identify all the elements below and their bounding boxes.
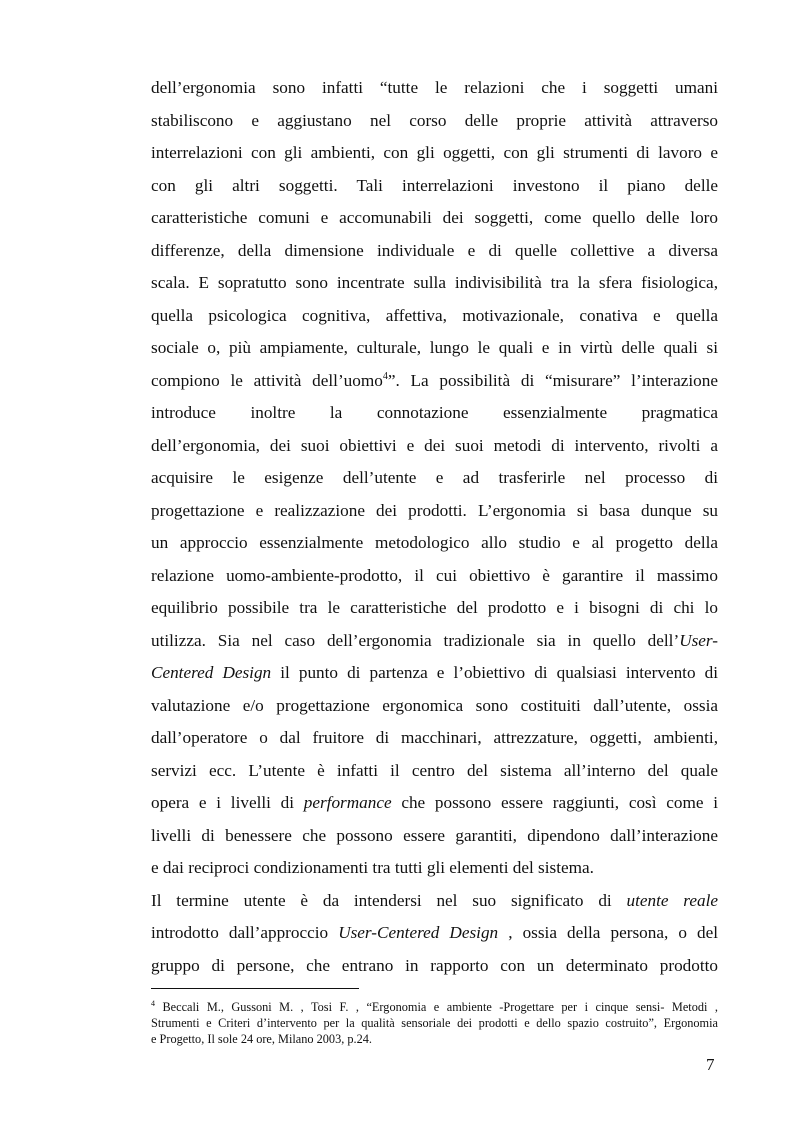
- text-line: Il termine utente è da intendersi nel suo significato di utente reale: [151, 891, 718, 910]
- text-line: acquisire le esigenze dell’utente e ad trasferirle nel processo di: [151, 468, 718, 487]
- text-line: valutazione e/o progettazione ergonomica sono costituiti dall’utente, ossia: [151, 696, 718, 715]
- text-line: progettazione e realizzazione dei prodotti. L’ergonomia si basa dunque su: [151, 501, 718, 520]
- text-line: e dai reciproci condizionamenti tra tutti gli elementi del sistema.: [151, 858, 594, 877]
- text-line: interrelazioni con gli ambienti, con gli oggetti, con gli strumenti di lavoro e: [151, 143, 718, 162]
- footnote-divider: [151, 988, 359, 989]
- text-line: equilibrio possibile tra le caratteristiche del prodotto e i bisogni di chi lo: [151, 598, 718, 617]
- text-line: dall’operatore o dal fruitore di macchinari, attrezzature, oggetti, ambienti,: [151, 728, 718, 747]
- text-line: relazione uomo-ambiente-prodotto, il cui obiettivo è garantire il massimo: [151, 566, 718, 585]
- page-number: 7: [706, 1055, 715, 1074]
- text-line: caratteristiche comuni e accomunabili dei soggetti, come quello delle loro: [151, 208, 718, 227]
- text-line: livelli di benessere che possono essere garantiti, dipendono dall’interazione: [151, 826, 718, 845]
- text-line: stabiliscono e aggiustano nel corso delle proprie attività attraverso: [151, 111, 718, 130]
- footnote-ref: 4: [382, 371, 388, 382]
- footnote-line: e Progetto, Il sole 24 ore, Milano 2003, p.24.: [151, 1032, 372, 1046]
- text-line: introdotto dall’approccio User-Centered Design , ossia della persona, o del: [151, 923, 718, 942]
- text-line: gruppo di persone, che entrano in rapporto con un determinato prodotto: [151, 956, 718, 975]
- text-line: dell’ergonomia, dei suoi obiettivi e dei suoi metodi di intervento, rivolti a: [151, 436, 718, 455]
- text-line: compiono le attività dell’uomo$^4$”. La possibilità di “misurare” l’interazione: [151, 371, 718, 390]
- text-line: opera e i livelli di performance che possono essere raggiunti, così come i: [151, 793, 719, 812]
- text-line: introduce inoltre la connotazione essenzialmente pragmatica: [151, 403, 718, 422]
- text-line: dell’ergonomia sono infatti “tutte le relazioni che i soggetti umani: [151, 78, 718, 97]
- text-line: un approccio essenzialmente metodologico allo studio e al progetto della: [151, 533, 718, 552]
- text-line: servizi ecc. L’utente è infatti il centro del sistema all’interno del quale: [151, 761, 718, 780]
- footnote-marker: 4: [151, 999, 155, 1008]
- text-line: differenze, della dimensione individuale e di quelle collettive a diversa: [151, 241, 718, 260]
- text-line: quella psicologica cognitiva, affettiva, motivazionale, conativa e quella: [151, 306, 718, 325]
- text-line: con gli altri soggetti. Tali interrelazioni investono il piano delle: [151, 176, 718, 195]
- text-line: Centered Design il punto di partenza e l’obiettivo di qualsiasi intervento di: [151, 663, 718, 682]
- text-line: scala. E sopratutto sono incentrate sulla indivisibilità tra la sfera fisiologica,: [151, 273, 718, 292]
- text-line: sociale o, più ampiamente, culturale, lungo le quali e in virtù delle quali si: [151, 338, 718, 357]
- footnote-line: Strumenti e Criteri d’intervento per la qualità sensoriale dei prodotti e dello spazio costruito”, Ergonomia: [151, 1016, 718, 1030]
- footnote-line: $^4$ Beccali M., Gussoni M. , Tosi F. , “Ergonomia e ambiente -Progettare per i cinque sensi- Metodi ,: [151, 999, 718, 1014]
- text-line: utilizza. Sia nel caso dell’ergonomia tradizionale sia in quello dell’User-: [151, 631, 718, 650]
